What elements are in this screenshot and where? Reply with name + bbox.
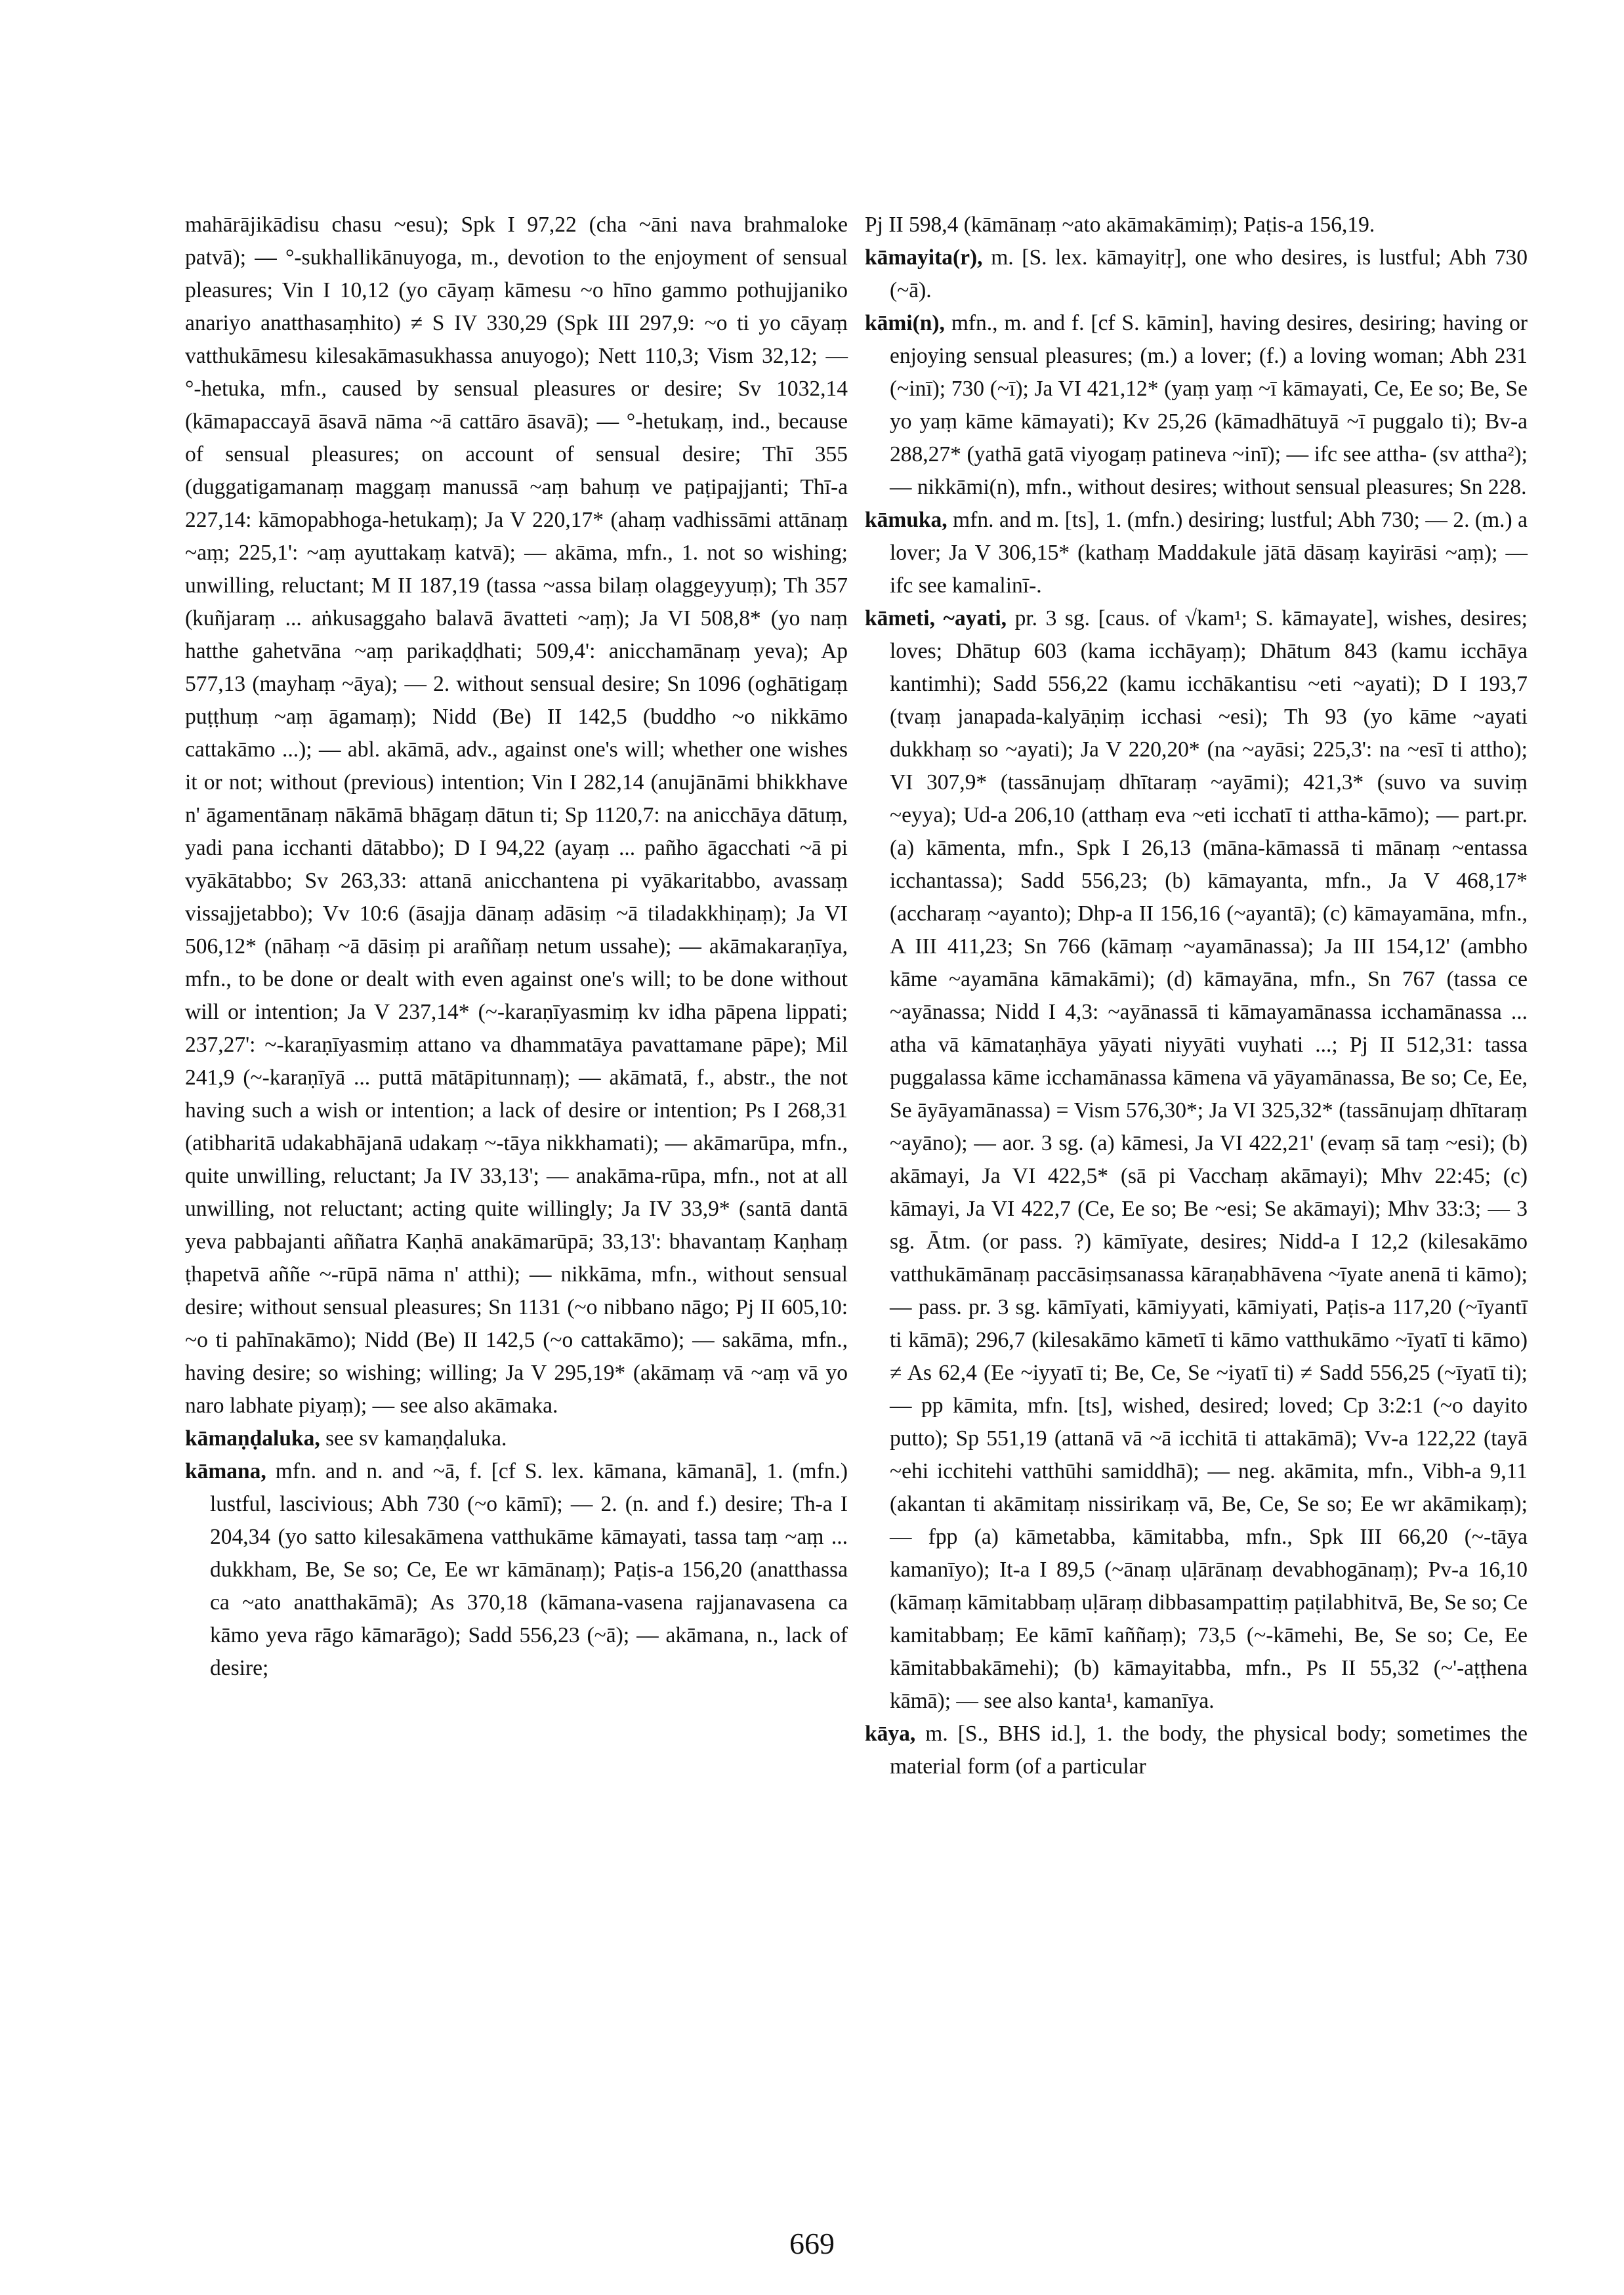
dictionary-entry bbox=[185, 1422, 848, 1455]
entry-body: m. [S., BHS id.], 1. the body, the physical body; sometimes the material form (of a particular bbox=[890, 1722, 1528, 1779]
entry-headword: kāmayita(r), bbox=[865, 245, 983, 270]
dictionary-entry bbox=[185, 209, 848, 1422]
entry-headword: kāya, bbox=[865, 1722, 916, 1746]
entry-body: mfn. and n. and ~ā, f. [cf S. lex. kāmana, kāmanā], 1. (mfn.) lustful, lascivious; Abh 730 (~o kāmī); — 2. (n. and f.) desire; Th-a I 204,34 (yo satto kilesakāmena vatthukāme kāmayati, tassa taṃ ~aṃ ... dukkham, Be, Se so; Ce, Ee wr kāmānaṃ); Paṭis-a 156,20 (anatthassa ca ~ato anatthakāmā); As 370,18 (kāmana-vasena rajjanavasena ca kāmo yeva rāgo kāmarāgo); Sadd 556,23 (~ā); — akāmana, n., lack of desire; bbox=[210, 1459, 848, 1680]
entry-headword: kāmana, bbox=[185, 1459, 266, 1483]
entry-headword: kāmaṇḍaluka, bbox=[185, 1426, 320, 1451]
entry-headword: kāmi(n), bbox=[865, 311, 945, 335]
entry-body: Pj II 598,4 (kāmānaṃ ~ato akāmakāmiṃ); Paṭis-a 156,19. bbox=[865, 213, 1375, 237]
left-column bbox=[185, 209, 848, 1685]
entry-body: pr. 3 sg. [caus. of √kam¹; S. kāmayate], wishes, desires; loves; Dhātup 603 (kama icchāyaṃ); Dhātum 843 (kamu icchāya kantimhi); Sadd 556,22 (kamu icchākantisu ~eti ~ayati); D I 193,7 (tvaṃ janapada-kalyāṇiṃ icchasi ~esi); Th 93 (yo kāme ~ayati dukkhaṃ so ~ayati); Ja V 220,20* (na ~ayāsi; 225,3': na ~esī ti attho); VI 307,9* (tassānujaṃ dhītaraṃ ~ayāmi); 421,3* (suvo va suviṃ ~eyya); Ud-a 206,10 (atthaṃ eva ~eti icchatī ti attha-kāmo); — part.pr. (a) kāmenta, mfn., Spk I 26,13 (māna-kāmassā ti mānaṃ ~entassa icchantassa); Sadd 556,23; (b) kāmayanta, mfn., Ja V 468,17* (accharaṃ ~ayanto); Dhp-a II 156,16 (~ayantā); (c) kāmayamāna, mfn., A III 411,23; Sn 766 (kāmaṃ ~ayamānassa); Ja III 154,12' (ambho kāme ~ayamāna kāmakāmi); (d) kāmayāna, mfn., Sn 767 (tassa ce ~ayānassa; Nidd I 4,3: ~ayānassā ti kāmayamānassa icchamānassa ... atha vā kāmataṇhāya yāyati niyyāti vuyhati ...; Pj II 512,31: tassa puggalassa kāme icchamānassa kāmena vā yāyamānassa, Be so; Ce, Ee, Se āyāyamānassa) = Vism 576,30*; Ja VI 325,32* (tassānujaṃ dhītaraṃ ~ayāno); — aor. 3 sg. (a) kāmesi, Ja VI 422,21' (evaṃ sā taṃ ~esi); (b) akāmayi, Ja VI 422,5* (sā pi Vacchaṃ akāmayi); Mhv 22:45; (c) kāmayi, Ja VI 422,7 (Ce, Ee so; Be ~esi; Se akāmayi); Mhv 33:3; — 3 sg. Ātm. (or pass. ?) kāmīyate, desires; Nidd-a I 12,2 (kilesakāmo vatthukāmānaṃ paccāsiṃsanassa kāraṇabhāvena ~īyate anenā ti kāmo); — pass. pr. 3 sg. kāmīyati, kāmiyyati, kāmiyati, Paṭis-a 117,20 (~īyantī ti kāmā); 296,7 (kilesakāmo kāmetī ti kāmo vatthukāmo ~īyatī ti kāmo) ≠ As 62,4 (Ee ~iyyatī ti; Be, Ce, Se ~iyatī ti) ≠ Sadd 556,25 (~īyatī ti); — pp kāmita, mfn. [ts], wished, desired; loved; Cp 3:2:1 (~o dayito putto); Sp 551,19 (attanā vā ~ā icchitā ti attakāmā); Vv-a 122,22 (tayā ~ehi icchitehi vatthūhi samiddhā); — neg. akāmita, mfn., Vibh-a 9,11 (akantan ti akāmitaṃ nissirikaṃ vā, Be, Ce, Se so; Ee wr akāmikaṃ); — fpp (a) kāmetabba, kāmitabba, mfn., Spk III 66,20 (~-tāya kamanīyo); It-a I 89,5 (~ānaṃ uḷārānaṃ devabhogānaṃ); Pv-a 16,10 (kāmaṃ kāmitabbaṃ uḷāraṃ dibbasampattiṃ paṭilabhitvā, Be, Se so; Ce kamitabbaṃ; Ee kāmī kaññaṃ); 73,5 (~-kāmehi, Be, Se so; Ce, Ee kāmitabbakāmehi); (b) kāmayitabba, mfn., Ps II 55,32 (~'-aṭṭhena kāmā); — see also kanta¹, kamanīya. bbox=[890, 606, 1528, 1713]
page-number: 669 bbox=[789, 2227, 835, 2260]
right-column bbox=[865, 209, 1528, 1783]
entry-body: mfn., m. and f. [cf S. kāmin], having desires, desiring; having or enjoying sensual pleasures; (m.) a lover; (f.) a loving woman; Abh 231 (~inī); 730 (~ī); Ja VI 421,12* (yaṃ yaṃ ~ī kāmayati, Ce, Ee so; Be, Se yo yaṃ kāme kāmayati); Kv 25,26 (kāmadhātuyā ~ī puggalo ti); Bv-a 288,27* (yathā gatā viyogaṃ patineva ~inī); — ifc see attha- (sv attha²); — nikkāmi(n), mfn., without desires; without sensual pleasures; Sn 228. bbox=[890, 311, 1528, 499]
entry-body: m. [S. lex. kāmayitṛ], one who desires, is lustful; Abh 730 (~ā). bbox=[890, 245, 1528, 302]
dictionary-entry bbox=[865, 307, 1528, 504]
dictionary-entry bbox=[185, 1455, 848, 1685]
dictionary-entry bbox=[865, 504, 1528, 602]
dictionary-entry bbox=[865, 602, 1528, 1718]
entry-headword: kāmuka, bbox=[865, 508, 947, 532]
entry-body: mfn. and m. [ts], 1. (mfn.) desiring; lustful; Abh 730; — 2. (m.) a lover; Ja V 306,15* (kathaṃ Maddakule jātā dāsaṃ kayirāsi ~aṃ); — ifc see kamalinī-. bbox=[890, 508, 1528, 598]
dictionary-entry bbox=[865, 1718, 1528, 1783]
dictionary-entry bbox=[865, 209, 1528, 241]
entry-headword: kāmeti, ~ayati, bbox=[865, 606, 1007, 631]
entry-body: mahārājikādisu chasu ~esu); Spk I 97,22 (cha ~āni nava brahmaloke patvā); — °-sukhallikānuyoga, m., devotion to the enjoyment of sensual pleasures; Vin I 10,12 (yo cāyaṃ kāmesu ~o hīno gammo pothujjaniko anariyo anatthasaṃhito) ≠ S IV 330,29 (Spk III 297,9: ~o ti yo cāyaṃ vatthukāmesu kilesakāmasukhassa anuyogo); Nett 110,3; Vism 32,12; — °-hetuka, mfn., caused by sensual pleasures or desire; Sv 1032,14 (kāmapaccayā āsavā nāma ~ā cattāro āsavā); — °-hetukaṃ, ind., because of sensual pleasures; on account of sensual desire; Thī 355 (duggatigamanaṃ maggaṃ manussā ~aṃ bahuṃ ve paṭipajjanti; Thī-a 227,14: kāmopabhoga-hetukaṃ); Ja V 220,17* (ahaṃ vadhissāmi attānaṃ ~aṃ; 225,1': ~aṃ ayuttakaṃ katvā); — akāma, mfn., 1. not so wishing; unwilling, reluctant; M II 187,19 (tassa ~assa bilaṃ olaggeyyuṃ); Th 357 (kuñjaraṃ ... aṅkusaggaho balavā āvatteti ~aṃ); Ja VI 508,8* (yo naṃ hatthe gahetvāna ~aṃ parikaḍḍhati; 509,4': anicchamānaṃ yeva); Ap 577,13 (mayhaṃ ~āya); — 2. without sensual desire; Sn 1096 (oghātigaṃ puṭṭhuṃ ~aṃ āgamaṃ); Nidd (Be) II 142,5 (buddho ~o nikkāmo cattakāmo ...); — abl. akāmā, adv., against one's will; whether one wishes it or not; without (previous) intention; Vin I 282,14 (anujānāmi bhikkhave n' āgamentānaṃ nākāmā bhāgaṃ dātun ti; Sp 1120,7: na anicchāya dātuṃ, yadi pana icchanti dātabbo); D I 94,22 (ayaṃ ... pañho āgacchati ~ā pi vyākātabbo; Sv 263,33: attanā anicchantena pi vyākaritabbo, avassaṃ vissajjetabbo); Vv 10:6 (āsajja dānaṃ adāsiṃ ~ā tiladakkhiṇaṃ); Ja VI 506,12* (nāhaṃ ~ā dāsiṃ pi araññaṃ netum ussahe); — akāmakaraṇīya, mfn., to be done or dealt with even against one's will; to be done without will or intention; Ja V 237,14* (~-karaṇīyasmiṃ kv idha pāpena lippati; 237,27': ~-karaṇīyasmiṃ attano va dhammatāya pavattamane pāpe); Mil 241,9 (~-karaṇīyā ... puttā mātāpitunnaṃ); — akāmatā, f., abstr., the not having such a wish or intention; a lack of desire or intention; Ps I 268,31 (atibharitā udakabhājanā udakaṃ ~-tāya nikkhamati); — akāmarūpa, mfn., quite unwilling, reluctant; Ja IV 33,13'; — anakāma-rūpa, mfn., not at all unwilling, not reluctant; acting quite willingly; Ja IV 33,9* (santā dantā yeva pabbajanti aññatra Kaṇhā anakāmarūpā; 33,13': bhavantaṃ Kaṇhaṃ ṭhapetvā aññe ~-rūpā nāma n' atthi); — nikkāma, mfn., without sensual desire; without sensual pleasures; Sn 1131 (~o nibbano nāgo; Pj II 605,10: ~o ti pahīnakāmo); Nidd (Be) II 142,5 (~o cattakāmo); — sakāma, mfn., having desire; so wishing; willing; Ja V 295,19* (akāmaṃ vā ~aṃ vā yo naro labhate piyaṃ); — see also akāmaka. bbox=[185, 213, 848, 1418]
dictionary-entry bbox=[865, 241, 1528, 307]
entry-body: see sv kamaṇḍaluka. bbox=[320, 1426, 507, 1451]
